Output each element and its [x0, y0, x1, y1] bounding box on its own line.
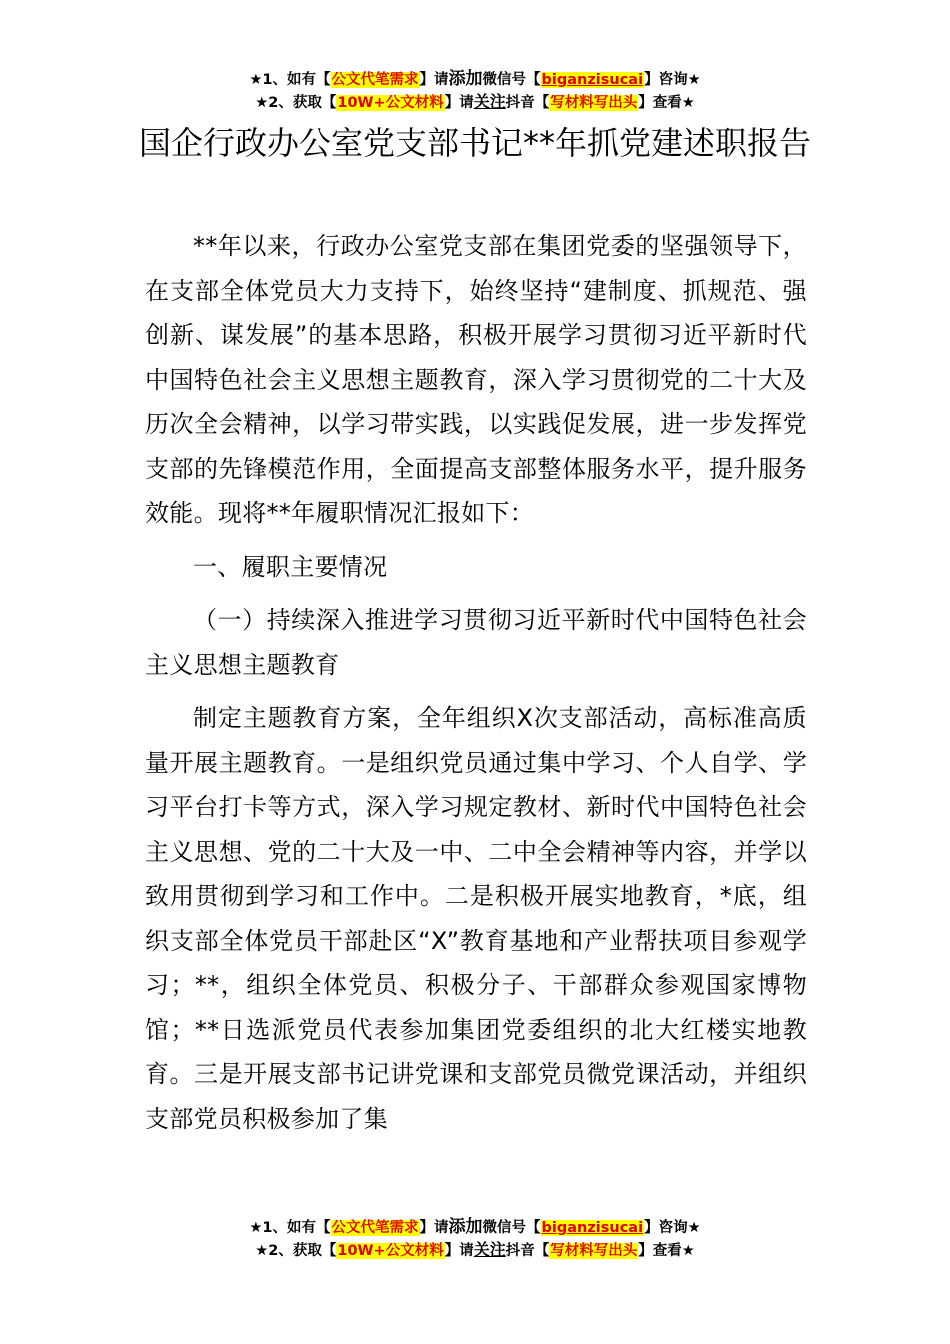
- promo-line-1: [0, 1216, 950, 1239]
- promo-banner-top: [0, 68, 950, 114]
- promo-text: 】请: [444, 95, 474, 111]
- promo-highlight: 10W+公文材料: [337, 1243, 444, 1259]
- douyin-account: 写材料写出头: [550, 1243, 638, 1259]
- promo-text: 微信号【: [482, 72, 541, 88]
- douyin-account: 写材料写出头: [550, 95, 638, 111]
- promo-highlight: 公文代笔需求: [331, 72, 419, 88]
- promo-text: 】咨询★: [644, 72, 701, 88]
- document-body: [145, 224, 807, 1150]
- promo-text: 微信号【: [482, 1220, 541, 1236]
- subsection-heading: （一）持续深入推进学习贯彻习近平新时代中国特色社会主义思想主题教育: [145, 606, 807, 679]
- promo-text: 】请: [419, 1220, 449, 1236]
- paragraph-body: 制定主题教育方案，全年组织X次支部活动，高标准高质量开展主题教育。一是组织党员通过集中学习、个人自学、学习平台打卡等方式，深入学习规定教材、新时代中国特色社会主义思想、党的二十大及一中、二中全会精神等内容，并学以致用贯彻到学习和工作中。二是积极开展实地教育，*底，组织支部全体党员干部赴区“X”教育基地和产业帮扶项目参观学习；**，组织全体党员、积极分子、干部群众参观国家博物馆；**日选派党员代表参加集团党委组织的北大红楼实地教育。三是开展支部书记讲党课和支部党员微党课活动，并组织支部党员积极参加了集: [145, 704, 807, 1133]
- promo-text: ★2、获取【: [255, 95, 337, 111]
- promo-text: 】请: [444, 1243, 474, 1259]
- document-title: 国企行政办公室党支部书记**年抓党建述职报告: [138, 124, 811, 162]
- promo-line-2: [0, 1239, 950, 1262]
- wechat-id-link[interactable]: biganzisucai: [541, 72, 644, 88]
- promo-line-2: [0, 91, 950, 114]
- promo-text: 】咨询★: [644, 1220, 701, 1236]
- promo-line-1: [0, 68, 950, 91]
- promo-text: ★1、如有【: [249, 1220, 331, 1236]
- promo-emphasis: 添加: [448, 1217, 483, 1237]
- promo-emphasis: 添加: [448, 69, 483, 89]
- promo-banner-bottom: [0, 1216, 950, 1262]
- promo-highlight: 公文代笔需求: [331, 1220, 419, 1236]
- section-heading: 一、履职主要情况: [193, 552, 388, 581]
- promo-emphasis: 关注: [473, 1240, 506, 1259]
- paragraph-intro: **年以来，行政办公室党支部在集团党委的坚强领导下，在支部全体党员大力支持下，始终坚持“建制度、抓规范、强创新、谋发展”的基本思路，积极开展学习贯彻习近平新时代中国特色社会主义思想主题教育，深入学习贯彻党的二十大及历次全会精神，以学习带实践，以实践促发展，进一步发挥党支部的先锋模范作用，全面提高支部整体服务水平，提升服务效能。现将**年履职情况汇报如下：: [145, 232, 807, 527]
- promo-text: 抖音【: [505, 95, 550, 111]
- promo-text: 】查看★: [638, 95, 695, 111]
- promo-text: 抖音【: [505, 1243, 550, 1259]
- promo-highlight: 10W+公文材料: [337, 95, 444, 111]
- promo-emphasis: 关注: [473, 92, 506, 111]
- promo-text: ★2、获取【: [255, 1243, 337, 1259]
- promo-text: 】查看★: [638, 1243, 695, 1259]
- wechat-id-link[interactable]: biganzisucai: [541, 1220, 644, 1236]
- promo-text: 】请: [419, 72, 449, 88]
- promo-text: ★1、如有【: [249, 72, 331, 88]
